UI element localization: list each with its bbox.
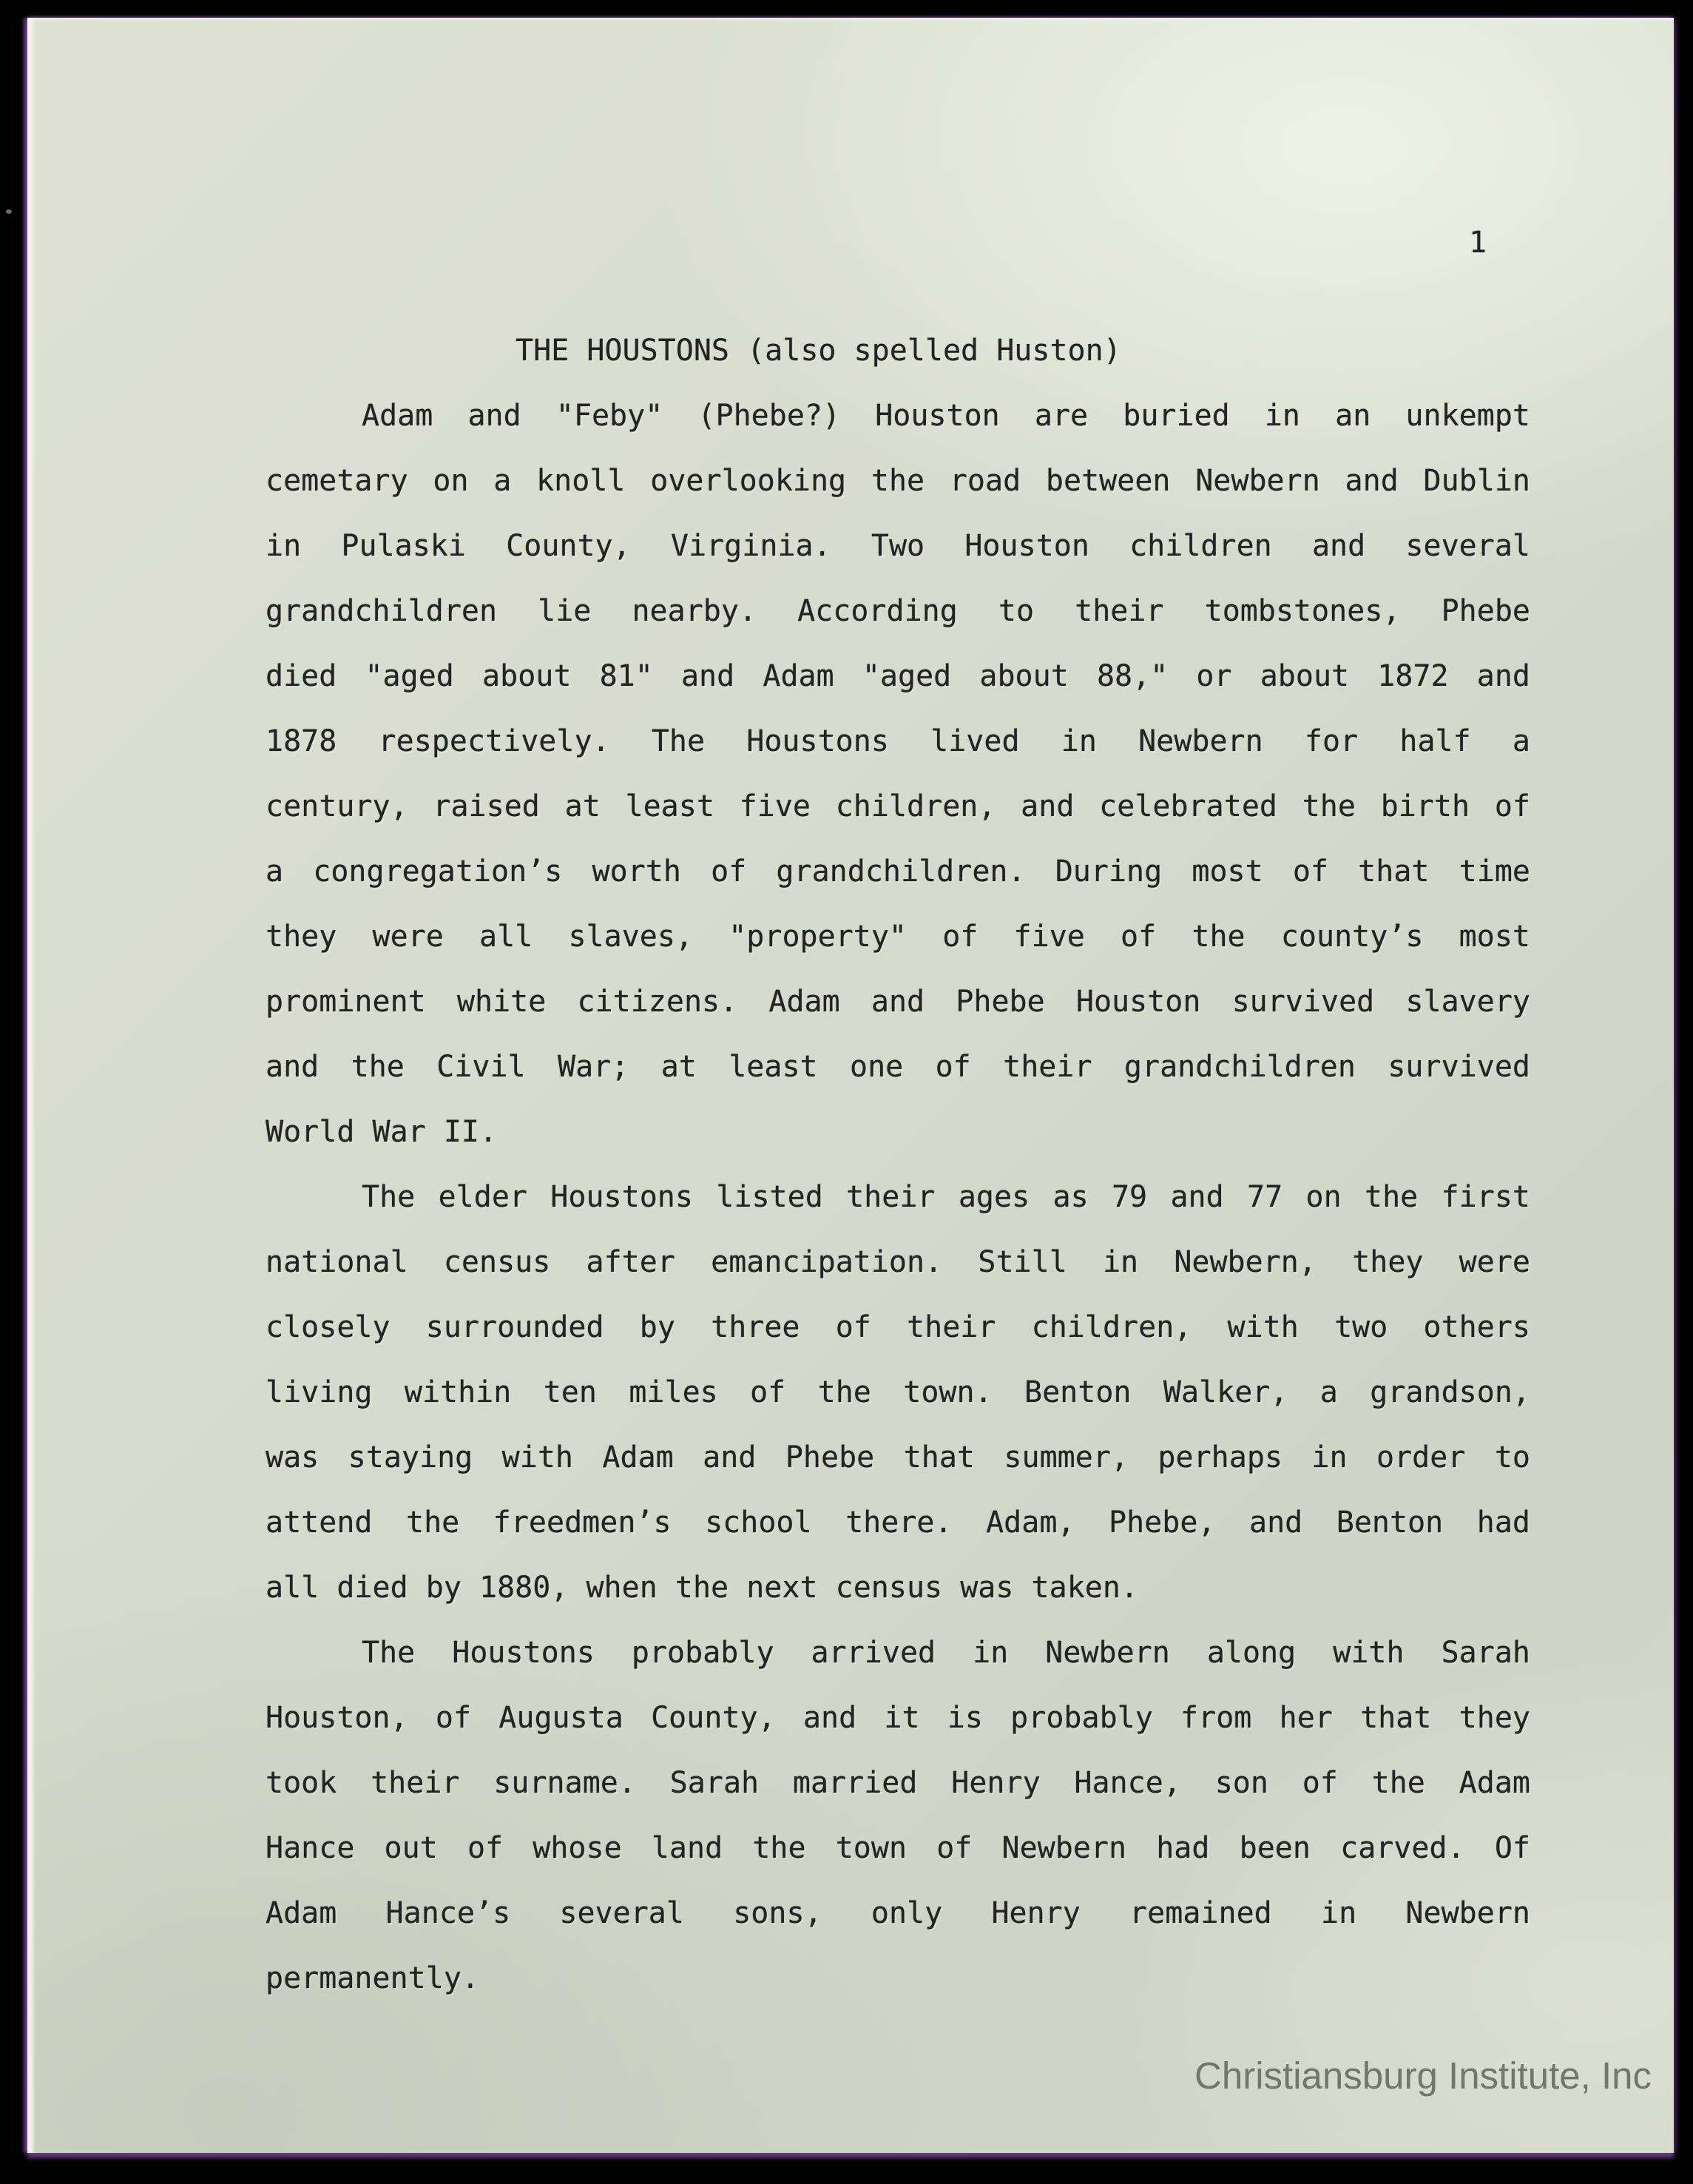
document-text-line: all died by 1880, when the next census was taken. xyxy=(266,1571,1139,1605)
document-text-line: living within ten miles of the town. Benton Walker, a grandson, xyxy=(266,1375,1530,1409)
document-text-line: and the Civil War; at least one of their grandchildren survived xyxy=(266,1050,1530,1084)
document-text-line: The elder Houstons listed their ages as 79 and 77 on the first xyxy=(362,1180,1530,1214)
document-text-line: World War II. xyxy=(266,1115,498,1149)
document-text-line: The Houstons probably arrived in Newbern along with Sarah xyxy=(362,1636,1530,1670)
document-text-line: Houston, of Augusta County, and it is probably from her that they xyxy=(266,1701,1530,1735)
document-text-line: a congregation’s worth of grandchildren. During most of that time xyxy=(266,855,1530,889)
document-text-line: permanently. xyxy=(266,1961,479,1995)
document-text-line: Adam Hance’s several sons, only Henry remained in Newbern xyxy=(266,1896,1530,1930)
document-text-line: cemetary on a knoll overlooking the road between Newbern and Dublin xyxy=(266,464,1530,498)
document-text-line: they were all slaves, "property" of five of the county’s most xyxy=(266,920,1530,954)
document-text-line: attend the freedmen’s school there. Adam, Phebe, and Benton had xyxy=(266,1506,1530,1540)
document-text-line: took their surname. Sarah married Henry Hance, son of the Adam xyxy=(266,1766,1530,1800)
page-number: 1 xyxy=(1469,226,1487,260)
document-text-line: was staying with Adam and Phebe that summer, perhaps in order to xyxy=(266,1440,1530,1474)
document-text-line: in Pulaski County, Virginia. Two Houston children and several xyxy=(266,529,1530,563)
watermark: Christiansburg Institute, Inc xyxy=(1194,2055,1652,2097)
document-text-line: century, raised at least five children, and celebrated the birth of xyxy=(266,789,1530,823)
document-text-line: national census after emancipation. Still in Newbern, they were xyxy=(266,1245,1530,1279)
document-text-line: closely surrounded by three of their children, with two others xyxy=(266,1310,1530,1344)
document-text-line: grandchildren lie nearby. According to their tombstones, Phebe xyxy=(266,594,1530,628)
document-text-line: Hance out of whose land the town of Newbern had been carved. Of xyxy=(266,1831,1530,1865)
document-title: THE HOUSTONS (also spelled Huston) xyxy=(516,334,1121,368)
paper-left-edge-highlight xyxy=(27,18,36,2153)
paper-top-edge-highlight xyxy=(27,18,1674,22)
document-text-line: died "aged about 81" and Adam "aged about 88," or about 1872 and xyxy=(266,659,1530,693)
document-page xyxy=(27,18,1674,2153)
document-text-line: Adam and "Feby" (Phebe?) Houston are buried in an unkempt xyxy=(362,399,1530,433)
document-body xyxy=(266,318,1530,2011)
document-text-line: prominent white citizens. Adam and Phebe Houston survived slavery xyxy=(266,985,1530,1019)
document-text-line: 1878 respectively. The Houstons lived in Newbern for half a xyxy=(266,724,1530,758)
dust-speck xyxy=(6,209,12,214)
